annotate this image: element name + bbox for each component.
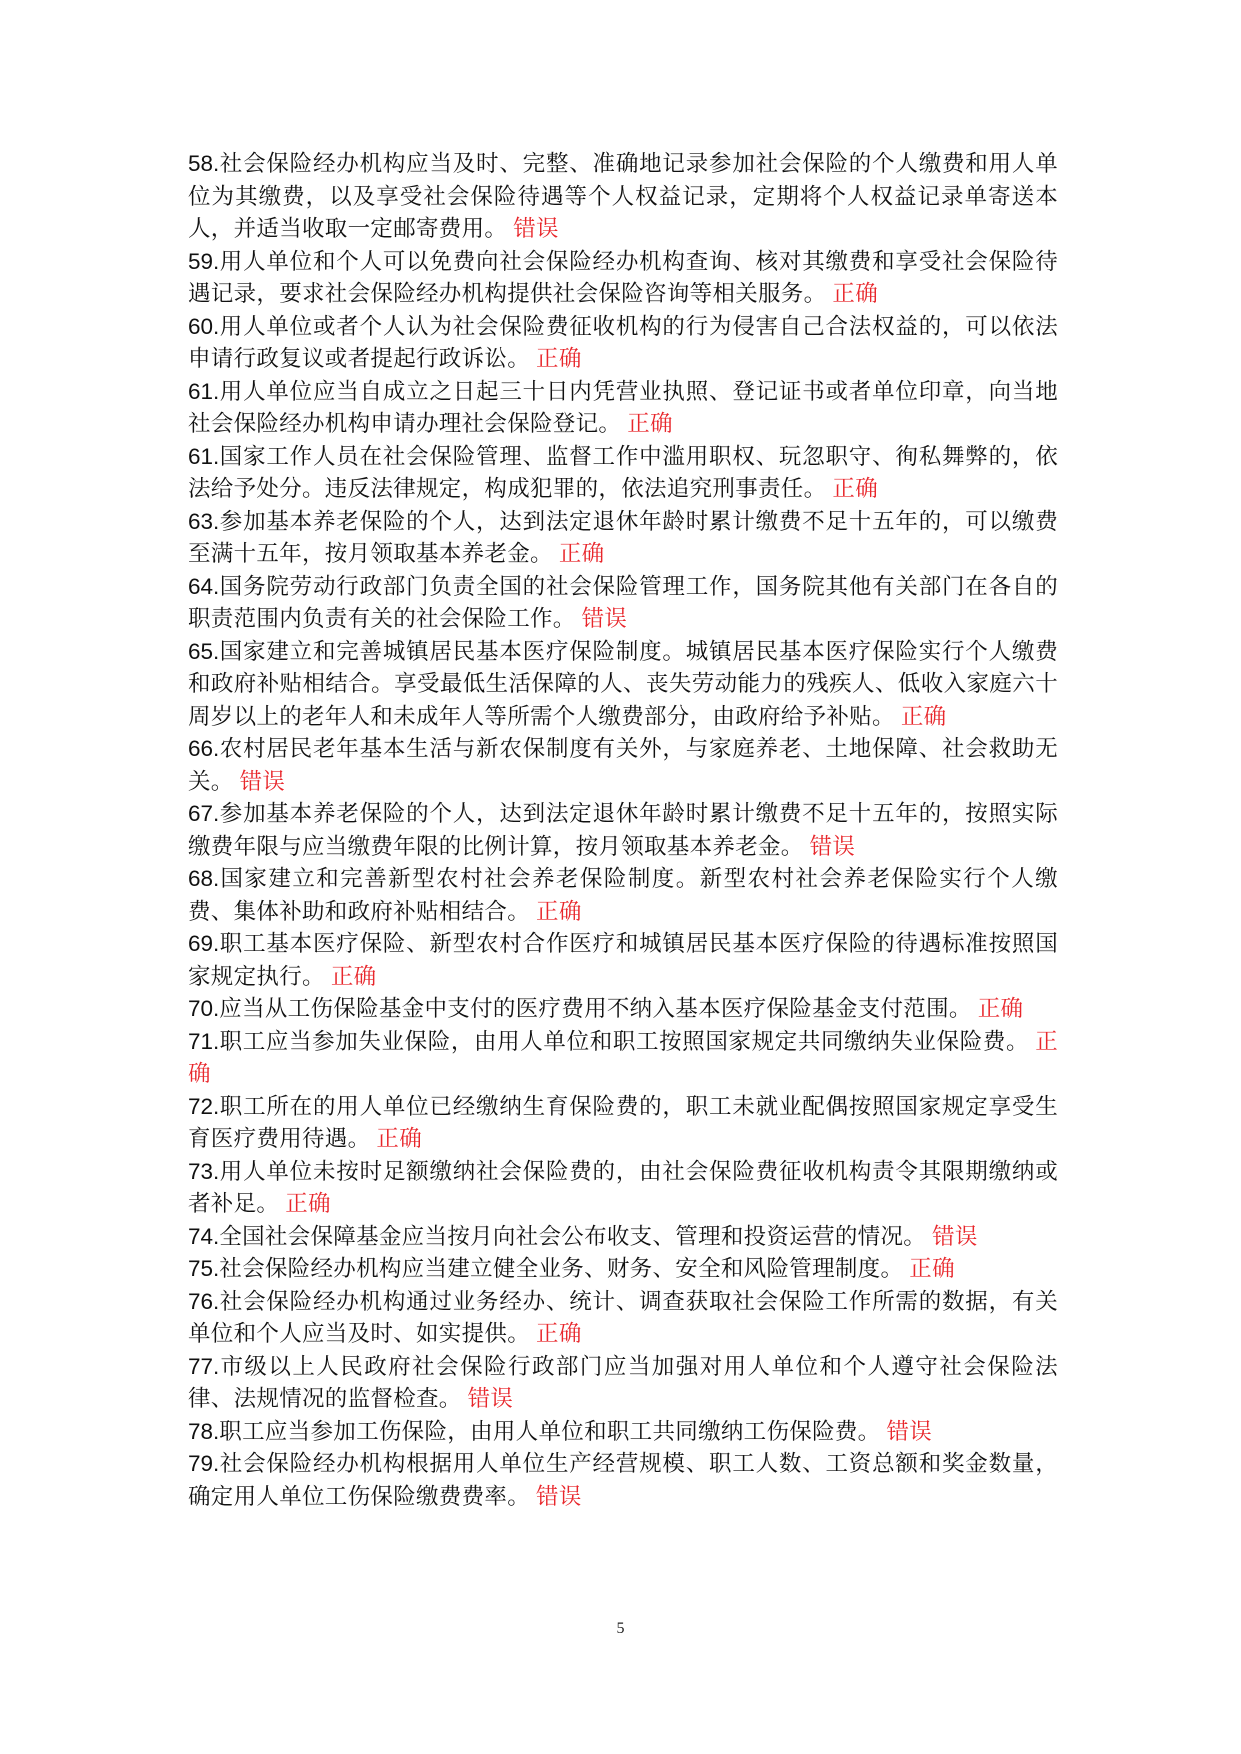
- question-number: 75.: [188, 1256, 220, 1281]
- question-number: 60.: [188, 313, 220, 339]
- answer-label: 正确: [558, 541, 605, 567]
- question-text: 应当从工伤保险基金中支付的医疗费用不纳入基本医疗保险基金支付范围。: [219, 996, 972, 1022]
- answer-label: 正确: [832, 281, 879, 307]
- question-number: 77.: [188, 1353, 220, 1379]
- answer-label: 正确: [536, 346, 582, 372]
- question-item: [188, 928, 1058, 993]
- question-item: [188, 1026, 1058, 1091]
- question-item: [188, 246, 1058, 311]
- question-text: 国家建立和完善新型农村社会养老保险制度。新型农村社会养老保险实行个人缴费、集体补助和政府补贴相结合。: [188, 866, 1058, 925]
- question-item: [188, 1286, 1058, 1351]
- question-item: [188, 571, 1058, 636]
- question-number: 71.: [188, 1028, 220, 1054]
- question-text: 职工所在的用人单位已经缴纳生育保险费的，职工未就业配偶按照国家规定享受生育医疗费用待遇。: [188, 1093, 1058, 1152]
- question-text: 全国社会保障基金应当按月向社会公布收支、管理和投资运营的情况。: [219, 1223, 927, 1250]
- page-number: 5: [616, 1620, 625, 1637]
- question-item: [188, 1091, 1058, 1156]
- question-item: [188, 1351, 1058, 1416]
- question-item: [188, 636, 1058, 734]
- question-text: 职工基本医疗保险、新型农村合作医疗和城镇居民基本医疗保险的待遇标准按照国家规定执行。: [188, 931, 1058, 990]
- question-item: [188, 311, 1058, 376]
- question-item: [188, 1156, 1058, 1221]
- question-text: 职工应当参加工伤保险，由用人单位和职工共同缴纳工伤保险费。: [219, 1418, 881, 1445]
- question-number: 78.: [188, 1418, 220, 1444]
- question-number: 63.: [188, 508, 220, 534]
- answer-label: 错误: [239, 768, 286, 795]
- answer-label: 正确: [536, 898, 582, 925]
- question-item: [188, 798, 1058, 863]
- question-number: 61.: [188, 378, 220, 404]
- question-text: 用人单位应当自成立之日起三十日内凭营业执照、登记证书或者单位印章，向当地社会保险经办机构申请办理社会保险登记。: [188, 378, 1058, 437]
- answer-label: 错误: [581, 606, 628, 632]
- question-number: 74.: [188, 1223, 220, 1249]
- answer-label: 错误: [513, 216, 559, 242]
- question-number: 73.: [188, 1158, 220, 1184]
- question-item: [188, 863, 1058, 928]
- question-text: 国家建立和完善城镇居民基本医疗保险制度。城镇居民基本医疗保险实行个人缴费和政府补贴相结合。享受最低生活保障的人、丧失劳动能力的残疾人、低收入家庭六十周岁以上的老年人和未成年人等所需个人缴费部分，由政府给予补贴。: [188, 638, 1058, 730]
- question-item: [188, 733, 1058, 798]
- question-text: 参加基本养老保险的个人，达到法定退休年龄时累计缴费不足十五年的，可以缴费至满十五年，按月领取基本养老金。: [188, 508, 1058, 567]
- question-text: 社会保险经办机构根据用人单位生产经营规模、职工人数、工资总额和奖金数量，确定用人单位工伤保险缴费费率。: [188, 1451, 1058, 1510]
- answer-label: 正确: [188, 1028, 1058, 1087]
- answer-label: 错误: [932, 1223, 978, 1250]
- answer-label: 错误: [809, 833, 856, 860]
- answer-label: 正确: [536, 1321, 582, 1347]
- question-item: [188, 1448, 1058, 1513]
- question-number: 67.: [188, 801, 220, 826]
- question-text: 用人单位和个人可以免费向社会保险经办机构查询、核对其缴费和享受社会保险待遇记录，要求社会保险经办机构提供社会保险咨询等相关服务。: [188, 248, 1058, 307]
- answer-label: 正确: [285, 1191, 331, 1217]
- answer-label: 正确: [909, 1256, 955, 1282]
- question-list: [188, 148, 1058, 1513]
- question-number: 70.: [188, 996, 220, 1021]
- question-number: 66.: [188, 736, 220, 761]
- question-number: 58.: [188, 151, 220, 176]
- question-text: 社会保险经办机构应当及时、完整、准确地记录参加社会保险的个人缴费和用人单位为其缴费，以及享受社会保险待遇等个人权益记录，定期将个人权益记录单寄送本人，并适当收取一定邮寄费用。: [188, 151, 1058, 242]
- question-text: 社会保险经办机构应当建立健全业务、财务、安全和风险管理制度。: [219, 1256, 904, 1282]
- answer-label: 正确: [376, 1126, 423, 1152]
- question-item: [188, 1221, 1058, 1254]
- answer-label: 正确: [977, 996, 1024, 1022]
- question-item: [188, 506, 1058, 571]
- question-item: [188, 376, 1058, 441]
- question-number: 76.: [188, 1288, 220, 1314]
- question-text: 农村居民老年基本生活与新农保制度有关外，与家庭养老、土地保障、社会救助无关。: [188, 736, 1058, 795]
- question-number: 72.: [188, 1093, 220, 1119]
- question-item: [188, 1416, 1058, 1449]
- question-text: 国务院劳动行政部门负责全国的社会保险管理工作，国务院其他有关部门在各自的职责范围内负责有关的社会保险工作。: [188, 573, 1058, 632]
- answer-label: 正确: [330, 963, 377, 990]
- question-number: 64.: [188, 573, 220, 599]
- answer-label: 正确: [627, 411, 673, 437]
- question-number: 59.: [188, 248, 220, 274]
- question-text: 用人单位未按时足额缴纳社会保险费的，由社会保险费征收机构责令其限期缴纳或者补足。: [188, 1158, 1058, 1217]
- question-text: 参加基本养老保险的个人，达到法定退休年龄时累计缴费不足十五年的，按照实际缴费年限与应当缴费年限的比例计算，按月领取基本养老金。: [188, 801, 1058, 860]
- answer-label: 正确: [832, 476, 879, 502]
- answer-label: 错误: [536, 1483, 582, 1510]
- question-item: [188, 1253, 1058, 1286]
- answer-label: 错误: [467, 1386, 514, 1412]
- question-number: 79.: [188, 1451, 220, 1476]
- question-item: [188, 441, 1058, 506]
- answer-label: 正确: [900, 703, 947, 730]
- question-text: 社会保险经办机构通过业务经办、统计、调查获取社会保险工作所需的数据，有关单位和个人应当及时、如实提供。: [188, 1288, 1058, 1347]
- answer-label: 错误: [886, 1418, 933, 1445]
- question-text: 用人单位或者个人认为社会保险费征收机构的行为侵害自己合法权益的，可以依法申请行政复议或者提起行政诉讼。: [188, 313, 1058, 372]
- question-text: 职工应当参加失业保险，由用人单位和职工按照国家规定共同缴纳失业保险费。: [219, 1028, 1030, 1055]
- question-text: 国家工作人员在社会保险管理、监督工作中滥用职权、玩忽职守、徇私舞弊的，依法给予处分。违反法律规定，构成犯罪的，依法追究刑事责任。: [188, 443, 1058, 502]
- question-item: [188, 993, 1058, 1026]
- question-number: 69.: [188, 931, 220, 956]
- question-number: 61.: [188, 443, 220, 469]
- question-item: [188, 148, 1058, 246]
- question-text: 市级以上人民政府社会保险行政部门应当加强对用人单位和个人遵守社会保险法律、法规情况的监督检查。: [188, 1353, 1058, 1412]
- question-number: 68.: [188, 866, 220, 891]
- question-number: 65.: [188, 638, 220, 664]
